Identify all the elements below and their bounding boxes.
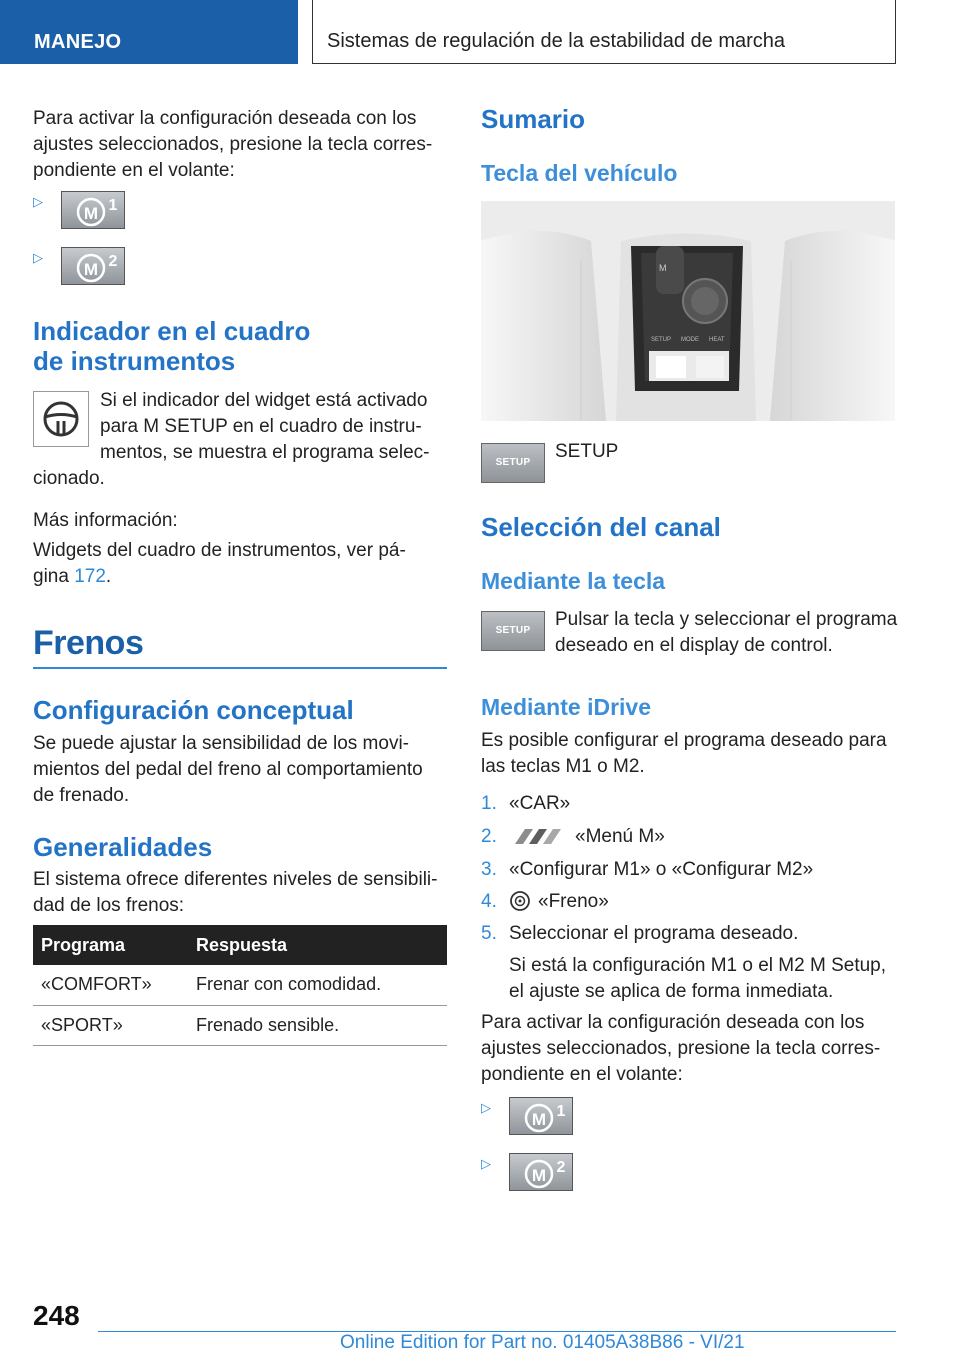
svg-text:1: 1 bbox=[108, 197, 118, 214]
step-text: «Freno» bbox=[538, 891, 609, 912]
indicator-text-line: Si el indicador del widget está activado bbox=[100, 390, 428, 411]
console-button-heat: HEAT bbox=[709, 337, 725, 343]
m2-button-icon bbox=[61, 247, 125, 285]
general-text bbox=[33, 867, 437, 919]
right-outro-line: Para activar la configuración deseada con los bbox=[481, 1012, 865, 1033]
brake-disc-icon bbox=[509, 890, 531, 917]
indicator-heading-line: Indicador en el cuadro bbox=[33, 316, 311, 346]
step-text: «CAR» bbox=[509, 793, 571, 814]
general-heading: Generalidades bbox=[33, 832, 213, 862]
step5-note bbox=[509, 953, 886, 1005]
step-number: 1. bbox=[481, 793, 497, 814]
bullet-icon: ▷ bbox=[481, 1100, 491, 1115]
program-table bbox=[33, 925, 447, 1046]
table-row bbox=[33, 965, 447, 1005]
section-label: MANEJO bbox=[34, 31, 122, 53]
tecla-text-line: deseado en el display de control. bbox=[555, 635, 833, 656]
edition-footer: Online Edition for Part no. 01405A38B86 - VI/21 bbox=[340, 1332, 745, 1353]
console-button-setup: SETUP bbox=[651, 337, 672, 343]
sumario-heading: Sumario bbox=[481, 104, 586, 134]
general-text-line: El sistema ofrece diferentes niveles de sensibili- bbox=[33, 869, 438, 890]
m1-button-icon bbox=[61, 191, 125, 229]
m1-button-icon bbox=[509, 1097, 573, 1135]
step-number: 5. bbox=[481, 923, 497, 944]
indicator-heading-line: de instrumentos bbox=[33, 346, 236, 376]
step-text: «Menú M» bbox=[575, 826, 665, 847]
step5-note-line: Si está la configuración M1 o el M2 M Setup, bbox=[509, 955, 887, 976]
page-title-box bbox=[312, 0, 896, 64]
conceptual-text bbox=[33, 731, 423, 809]
frenos-title: Frenos bbox=[33, 624, 144, 662]
console-image bbox=[481, 201, 895, 421]
m-menu-icon bbox=[509, 827, 565, 850]
widgets-ref-end: . bbox=[105, 566, 112, 587]
bullet-icon: ▷ bbox=[33, 194, 43, 209]
idrive-heading: Mediante iDrive bbox=[481, 694, 651, 720]
idrive-text bbox=[481, 728, 887, 780]
step-number: 3. bbox=[481, 859, 497, 880]
frenos-divider bbox=[33, 667, 447, 669]
table-row bbox=[33, 1005, 447, 1045]
table-header-respuesta: Respuesta bbox=[188, 925, 447, 965]
conceptual-heading: Configuración conceptual bbox=[33, 695, 354, 725]
svg-text:1: 1 bbox=[556, 1103, 566, 1120]
tecla-heading: Tecla del vehículo bbox=[481, 160, 678, 186]
tecla-text bbox=[555, 607, 897, 659]
left-intro-line: ajustes seleccionados, presione la tecla corres- bbox=[33, 134, 433, 155]
table-header-row bbox=[33, 925, 447, 965]
left-intro bbox=[33, 106, 432, 184]
table-cell-program: «COMFORT» bbox=[33, 965, 188, 1005]
widgets-ref-line: gina bbox=[33, 566, 75, 587]
setup-label: SETUP bbox=[555, 441, 619, 462]
svg-text:2: 2 bbox=[108, 253, 118, 270]
steering-wheel-icon bbox=[33, 391, 89, 447]
indicator-text bbox=[100, 388, 429, 466]
right-outro-line: pondiente en el volante: bbox=[481, 1064, 683, 1085]
page-number: 248 bbox=[33, 1300, 80, 1331]
left-intro-line: Para activar la configuración deseada con los bbox=[33, 108, 417, 129]
m2-button-icon bbox=[509, 1153, 573, 1191]
bullet-icon: ▷ bbox=[33, 250, 43, 265]
table-cell-response: Frenar con comodidad. bbox=[188, 965, 447, 1005]
svg-text:M: M bbox=[531, 1166, 547, 1185]
bullet-icon: ▷ bbox=[481, 1156, 491, 1171]
setup-button-text: SETUP bbox=[495, 625, 531, 636]
table-cell-response: Frenado sensible. bbox=[188, 1005, 447, 1045]
svg-text:M: M bbox=[659, 263, 667, 273]
page-title: Sistemas de regulación de la estabilidad de marcha bbox=[327, 30, 786, 52]
right-outro bbox=[481, 1010, 880, 1088]
svg-text:2: 2 bbox=[556, 1159, 566, 1176]
right-outro-line: ajustes seleccionados, presione la tecla corres- bbox=[481, 1038, 881, 1059]
section-tab bbox=[0, 0, 298, 64]
idrive-text-line: Es posible configurar el programa deseado para bbox=[481, 730, 887, 751]
indicator-text-line: mentos, se muestra el programa selec- bbox=[100, 442, 430, 463]
setup-button-icon bbox=[481, 443, 545, 483]
step-number: 4. bbox=[481, 891, 497, 912]
svg-text:M: M bbox=[83, 204, 99, 223]
conceptual-text-line: mientos del pedal del freno al comportamiento bbox=[33, 759, 423, 780]
indicator-heading bbox=[33, 316, 310, 376]
seleccion-heading: Selección del canal bbox=[481, 512, 721, 542]
left-intro-line: pondiente en el volante: bbox=[33, 160, 235, 181]
table-cell-program: «SPORT» bbox=[33, 1005, 188, 1045]
page-link[interactable]: 172 bbox=[74, 566, 106, 587]
conceptual-text-line: de frenado. bbox=[33, 785, 130, 806]
tecla-sub-heading: Mediante la tecla bbox=[481, 568, 666, 594]
tecla-text-line: Pulsar la tecla y seleccionar el programa bbox=[555, 609, 898, 630]
conceptual-text-line: Se puede ajustar la sensibilidad de los movi- bbox=[33, 733, 409, 754]
step-text: Seleccionar el programa deseado. bbox=[509, 923, 799, 944]
more-info-label: Más información: bbox=[33, 510, 178, 531]
idrive-text-line: las teclas M1 o M2. bbox=[481, 756, 645, 777]
setup-button-text: SETUP bbox=[495, 457, 531, 468]
general-text-line: dad de los frenos: bbox=[33, 895, 185, 916]
step-text: «Configurar M1» o «Configurar M2» bbox=[509, 859, 814, 880]
indicator-text-line: cionado. bbox=[33, 468, 105, 489]
widgets-ref-line: Widgets del cuadro de instrumentos, ver pá- bbox=[33, 540, 406, 561]
indicator-text-line: para M SETUP en el cuadro de instru- bbox=[100, 416, 422, 437]
step5-note-line: el ajuste se aplica de forma inmediata. bbox=[509, 981, 834, 1002]
svg-text:M: M bbox=[83, 260, 99, 279]
setup-button-icon bbox=[481, 611, 545, 651]
step-number: 2. bbox=[481, 826, 497, 847]
table-header-programa: Programa bbox=[33, 925, 188, 965]
widgets-ref bbox=[33, 538, 406, 590]
svg-text:M: M bbox=[531, 1110, 547, 1129]
console-button-mode: MODE bbox=[681, 337, 699, 343]
